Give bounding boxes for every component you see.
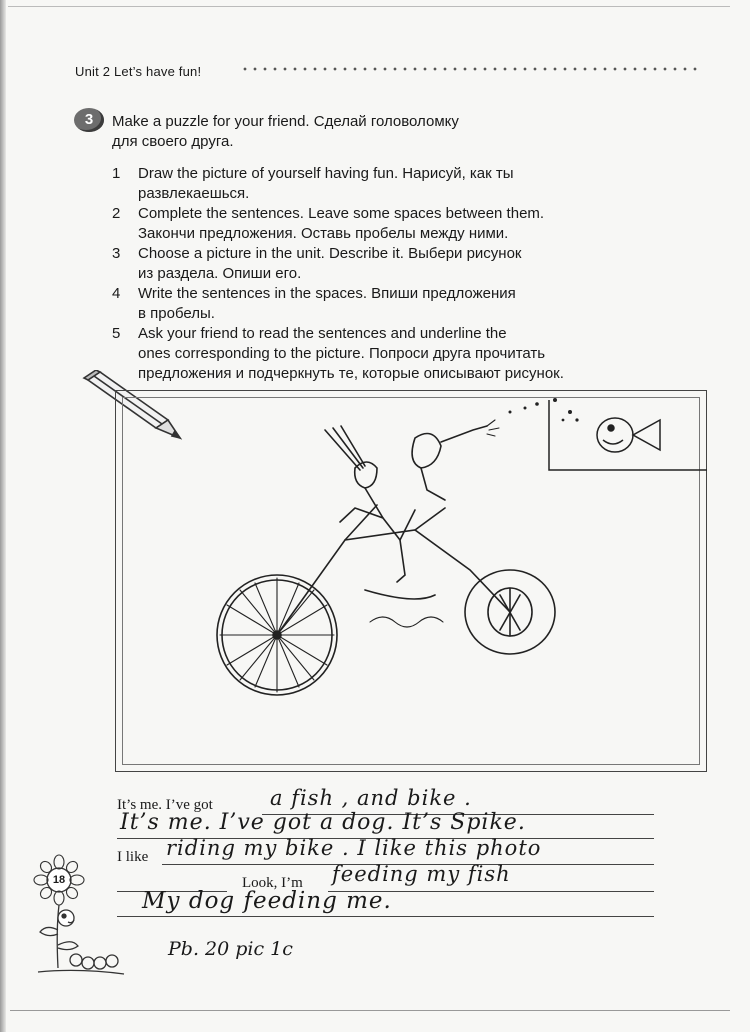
handwritten-answer: It’s me. I’ve got a dog. It’s Spike. [120, 810, 526, 835]
step-text: Закончи предложения. Оставь пробелы между ними. [138, 225, 509, 242]
step-number: 4 [112, 285, 121, 302]
step-number: 2 [112, 205, 121, 222]
step-number: 1 [112, 165, 121, 182]
step-item [112, 164, 692, 204]
step-item [112, 204, 692, 244]
step-number: 5 [112, 325, 121, 342]
steps-list [112, 164, 692, 384]
exercise-instruction [112, 112, 459, 152]
step-text: Complete the sentences. Leave some spaces between them. [138, 205, 545, 222]
child-drawing-bike [115, 390, 707, 772]
sunflower-caterpillar-icon [28, 850, 128, 980]
bottom-rule [10, 1010, 730, 1011]
step-item [112, 284, 692, 324]
answer-line [117, 916, 654, 917]
instruction-line: Make a puzzle for your friend. Сделай головоломку [112, 113, 459, 130]
exercise-number-badge: 3 [74, 108, 104, 132]
step-text: Draw the picture of yourself having fun. Нарисуй, как ты [138, 165, 514, 182]
handwritten-answer: My dog feeding me. [142, 888, 392, 914]
step-text: в пробелы. [138, 305, 215, 322]
step-text: Choose a picture in the unit. Describe it. Выбери рисунок [138, 245, 522, 262]
page-number: 18 [52, 874, 66, 886]
step-text: развлекаешься. [138, 185, 250, 202]
margin-note: Pb. 20 pic 1c [168, 938, 293, 960]
sentence-4-prefix: Look, I’m [242, 875, 303, 891]
step-item [112, 324, 692, 384]
sentence-3-prefix: I like [117, 849, 149, 865]
handwritten-answer: feeding my fish [332, 862, 511, 886]
top-rule [8, 6, 730, 7]
step-text: ones corresponding to the picture. Попроси друга прочитать [138, 345, 546, 362]
binding-edge [0, 0, 6, 1032]
step-text: Write the sentences in the spaces. Впиши предложения [138, 285, 516, 302]
step-text: Ask your friend to read the sentences and underline the [138, 325, 507, 342]
handwritten-answer: riding my bike . I like this photo [166, 836, 542, 860]
step-item [112, 244, 692, 284]
step-text: предложения и подчеркнуть те, которые описывают рисунок. [138, 365, 564, 382]
handwritten-answer: a fish , and bike . [270, 786, 472, 810]
unit-header: Unit 2 Let’s have fun! [75, 64, 202, 79]
step-number: 3 [112, 245, 121, 262]
header-dots-divider [240, 66, 700, 72]
sentence-1-prefix: It’s me. I’ve got [117, 797, 213, 813]
instruction-line: для своего друга. [112, 133, 234, 150]
step-text: из раздела. Опиши его. [138, 265, 302, 282]
